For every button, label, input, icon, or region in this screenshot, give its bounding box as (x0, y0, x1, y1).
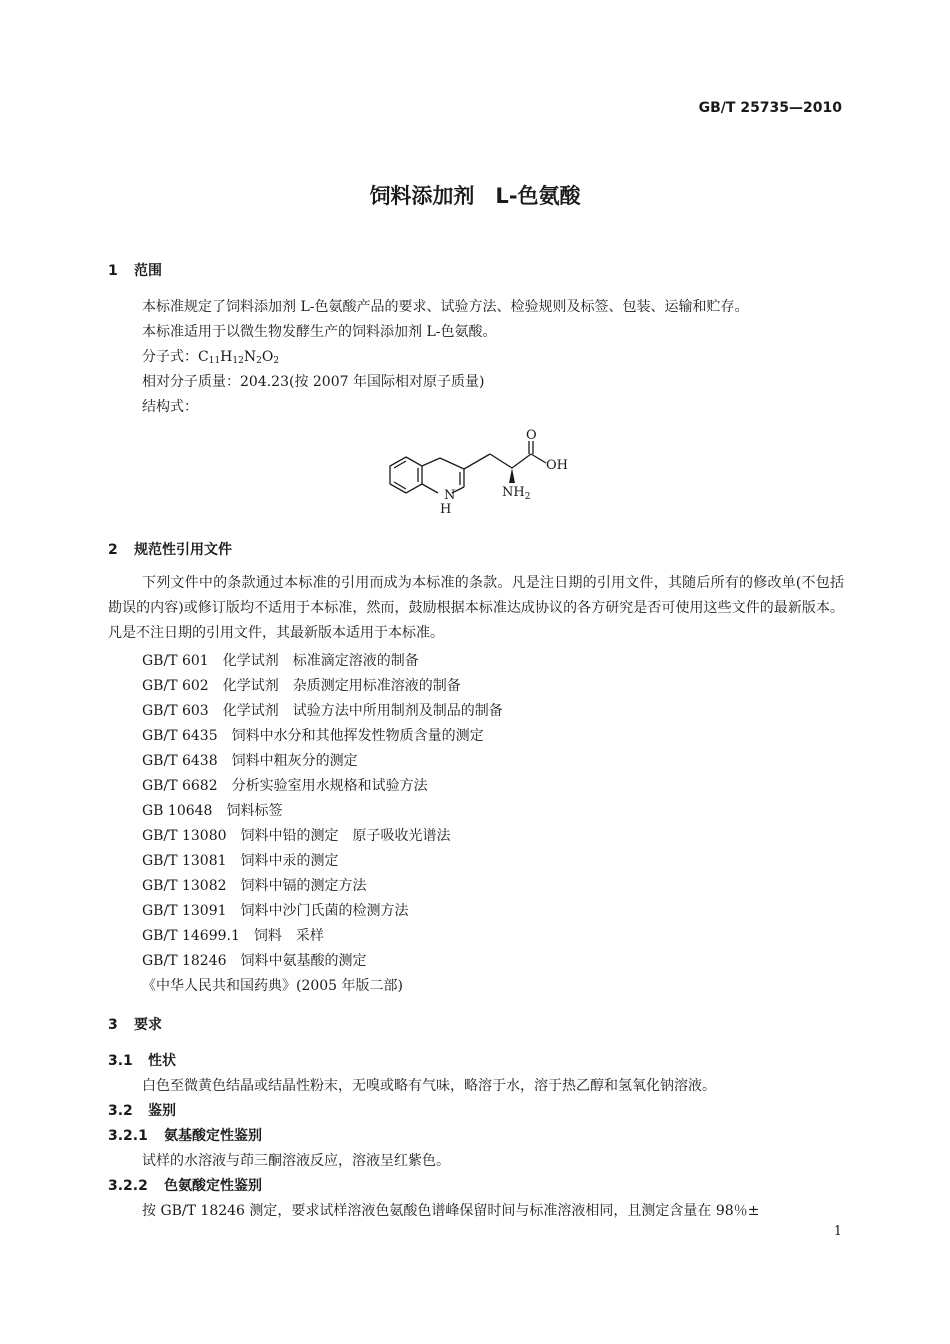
section-title: 范围 (134, 263, 162, 279)
pyrrole-bond-2 (440, 458, 464, 469)
standard-number: GB/T 25735—2010 (698, 100, 842, 116)
amino-label (502, 485, 530, 502)
pyrrole-bond-1 (422, 458, 440, 466)
side-chain-bond-3 (512, 454, 531, 468)
side-chain-bond-1 (464, 454, 490, 469)
reference-item: 《中华人民共和国药典》(2005 年版二部) (142, 978, 404, 994)
reference-item: GB/T 14699.1 饲料 采样 (142, 928, 324, 944)
section-title: 色氨酸定性鉴别 (164, 1178, 262, 1194)
reference-item: GB/T 13091 饲料中沙门氏菌的检测方法 (142, 903, 409, 919)
reference-item: GB/T 6682 分析实验室用水规格和试验方法 (142, 778, 428, 794)
section-3-2-1-heading (108, 1125, 262, 1145)
section-title: 鉴别 (148, 1103, 176, 1119)
section-1-heading (108, 260, 162, 280)
reference-item: GB/T 6435 饲料中水分和其他挥发性物质含量的测定 (142, 728, 484, 744)
section-2-heading (108, 539, 232, 559)
amino-subscript: 2 (524, 492, 531, 502)
formula-o: O (261, 349, 274, 365)
benzene-ring (390, 457, 422, 493)
section-number: 3.1 (108, 1053, 133, 1069)
pyrrole-bond-5 (422, 484, 438, 493)
section-number: 3.2 (108, 1103, 133, 1119)
indole-n-label: N (444, 488, 456, 503)
page-number: 1 (833, 1224, 842, 1239)
wedge-bond (509, 468, 515, 483)
reference-item: GB/T 13082 饲料中镉的测定方法 (142, 878, 367, 894)
reference-item: GB/T 18246 饲料中氨基酸的测定 (142, 953, 367, 969)
section-number: 3.2.2 (108, 1178, 148, 1194)
reference-item: GB 10648 饲料标签 (142, 803, 283, 819)
scope-line-1: 本标准规定了饲料添加剂 L-色氨酸产品的要求、试验方法、检验规则及标签、包装、运输和贮存。 (142, 299, 749, 315)
amino-acid-id-text: 试样的水溶液与茚三酮溶液反应，溶液呈红紫色。 (142, 1153, 450, 1169)
reference-item: GB/T 13081 饲料中汞的测定 (142, 853, 339, 869)
hydroxyl-label: OH (546, 458, 568, 473)
formula-c: C (198, 349, 209, 365)
reference-item: GB/T 603 化学试剂 试验方法中所用制剂及制品的制备 (142, 703, 503, 719)
references-intro: 下列文件中的条款通过本标准的引用而成为本标准的条款。凡是注日期的引用文件，其随后所有的修改单(不包括勘误的内容)或修订版均不适用于本标准，然而，鼓励根据本标准达成协议的各方研究是否可使用这些文件的最新版本。凡是不注日期的引用文件，其最新版本适用于本标准。 (108, 575, 844, 641)
formula-n-count: 2 (256, 356, 262, 366)
formula-h: H (220, 349, 233, 365)
molecular-formula (142, 346, 279, 366)
molecular-mass: 相对分子质量：204.23(按 2007 年国际相对原子质量) (142, 374, 485, 390)
carbonyl-o-label: O (526, 428, 537, 443)
section-3-heading (108, 1014, 162, 1034)
document-title: 饲料添加剂 L-色氨酸 (369, 184, 581, 208)
formula-n: N (243, 349, 257, 365)
section-title: 氨基酸定性鉴别 (164, 1128, 262, 1144)
section-number: 1 (108, 263, 118, 279)
section-number: 3 (108, 1017, 118, 1033)
reference-item: GB/T 602 化学试剂 杂质测定用标准溶液的制备 (142, 678, 461, 694)
reference-item: GB/T 601 化学试剂 标准滴定溶液的制备 (142, 653, 419, 669)
side-chain-bond-2 (490, 454, 512, 468)
formula-label: 分子式： (142, 349, 198, 365)
section-3-2-heading (108, 1100, 176, 1120)
reference-item: GB/T 6438 饲料中粗灰分的测定 (142, 753, 358, 769)
scope-line-2: 本标准适用于以微生物发酵生产的饲料添加剂 L-色氨酸。 (142, 324, 497, 340)
section-3-2-2-heading (108, 1175, 262, 1195)
structure-label: 结构式： (142, 399, 198, 415)
formula-c-count: 11 (208, 356, 221, 366)
reference-item: GB/T 13080 饲料中铅的测定 原子吸收光谱法 (142, 828, 451, 844)
appearance-text: 白色至微黄色结晶或结晶性粉末，无嗅或略有气味，略溶于水，溶于热乙醇和氢氧化钠溶液。 (142, 1078, 716, 1094)
section-3-1-heading (108, 1050, 176, 1070)
section-title: 规范性引用文件 (134, 542, 232, 558)
section-number: 3.2.1 (108, 1128, 148, 1144)
section-title: 性状 (148, 1053, 176, 1069)
tryptophan-id-text: 按 GB/T 18246 测定，要求试样溶液色氨酸色谱峰保留时间与标准溶液相同，且测定含量在 98％± (142, 1203, 760, 1219)
amino-nh: NH (502, 485, 525, 500)
section-title: 要求 (134, 1017, 162, 1033)
formula-o-count: 2 (273, 356, 280, 366)
structural-formula (378, 425, 588, 520)
formula-h-count: 12 (232, 356, 244, 366)
indole-h-label: H (440, 502, 452, 517)
section-number: 2 (108, 542, 118, 558)
hydroxyl-bond (531, 454, 546, 463)
